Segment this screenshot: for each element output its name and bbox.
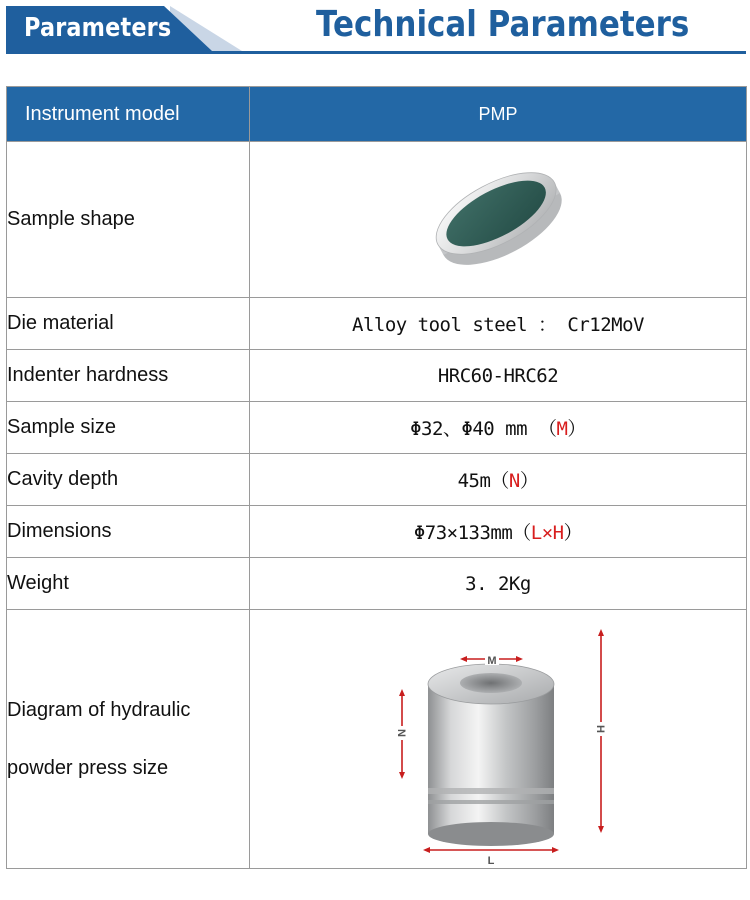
table-row <box>7 506 747 558</box>
table-row <box>7 298 747 350</box>
die-material-label: Die material <box>7 298 250 350</box>
table-row <box>7 350 747 402</box>
instrument-model-value: PMP <box>250 87 747 142</box>
table-row <box>7 142 747 298</box>
section-header <box>0 0 750 60</box>
cavity-depth-text: 45m（ <box>457 470 509 492</box>
sample-size-label: Sample size <box>7 402 250 454</box>
diagram-label-line1: Diagram of hydraulic <box>7 699 191 721</box>
press-diagram-cell <box>250 610 747 869</box>
cavity-depth-value <box>250 454 747 506</box>
l-dimension-label: L <box>487 855 495 867</box>
dimensions-value <box>250 506 747 558</box>
l-dimension-arrow <box>423 847 559 853</box>
table-row <box>7 454 747 506</box>
h-dimension-label: H <box>594 725 606 733</box>
sample-size-mark: M <box>556 418 568 440</box>
weight-value: 3. 2Kg <box>250 558 747 610</box>
sample-size-suffix: ） <box>567 418 586 440</box>
parameters-tab-label: Parameters <box>24 13 172 43</box>
instrument-model-label: Instrument model <box>7 87 250 142</box>
indenter-hardness-label: Indenter hardness <box>7 350 250 402</box>
m-dimension-label: M <box>487 655 497 667</box>
sample-size-value <box>250 402 747 454</box>
sample-shape-image-cell <box>250 142 747 298</box>
indenter-hardness-value: HRC60-HRC62 <box>250 350 747 402</box>
sample-shape-label: Sample shape <box>7 142 250 298</box>
cavity-depth-mark: N <box>508 470 520 492</box>
sample-size-text: Φ32、Φ40 mm （ <box>410 418 557 440</box>
diagram-label-line2: powder press size <box>7 757 169 779</box>
table-header-row <box>7 87 747 142</box>
die-material-value: Alloy tool steel ： Cr12MoV <box>250 298 747 350</box>
press-dimension-diagram <box>250 610 747 868</box>
header-underline <box>6 51 746 54</box>
page-title: Technical Parameters <box>316 4 690 45</box>
cavity-depth-suffix: ） <box>519 470 539 492</box>
n-dimension-label: N <box>395 729 407 737</box>
table-row <box>7 610 747 869</box>
table-row <box>7 558 747 610</box>
diagram-label <box>7 610 250 869</box>
sample-disc-image <box>423 167 573 267</box>
parameters-table <box>6 86 747 869</box>
dimensions-label: Dimensions <box>7 506 250 558</box>
dimensions-mark: L×H <box>530 522 564 544</box>
dimensions-suffix: ） <box>563 522 583 544</box>
weight-label: Weight <box>7 558 250 610</box>
dimensions-text: Φ73×133mm（ <box>413 522 531 544</box>
table-row <box>7 402 747 454</box>
cavity-depth-label: Cavity depth <box>7 454 250 506</box>
